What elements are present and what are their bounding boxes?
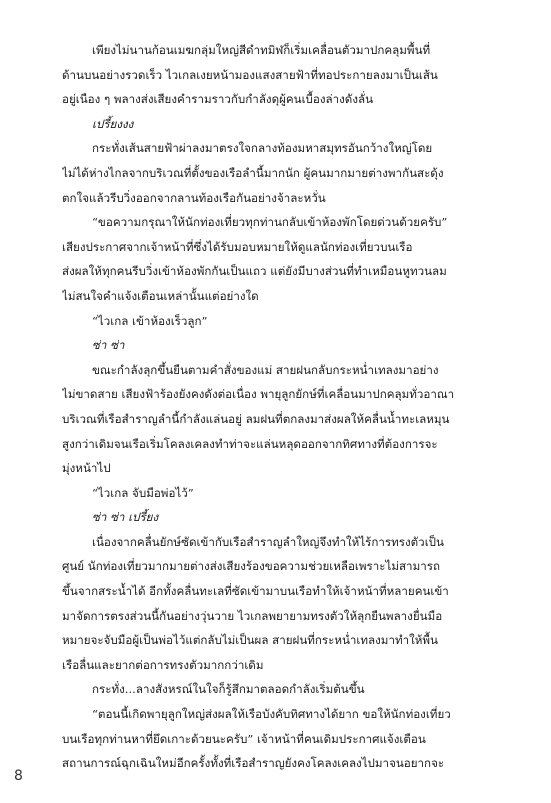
text-line: “ไวเกล เข้าห้องเร็วลูก” <box>92 313 208 328</box>
text-line: ไม่ได้ห่างไกลจากบริเวณที่ตั้งของเรือลำนี้มากนัก ผู้คนมากมายต่างพากันสะดุ้ง <box>62 165 444 180</box>
text-line: “ไวเกล จับมือพ่อไว้” <box>92 485 194 500</box>
text-line: บริเวณที่เรือสำราญลำนี้กำลังแล่นอยู่ ลมฝนที่ตกลงมาส่งผลให้คลื่นน้ำทะเลหมุน <box>62 411 450 426</box>
text-line: เปรี้ยงงง <box>92 116 134 131</box>
text-line: สถานการณ์ฉุกเฉินใหม่อีกครั้งทั้งที่เรือสำราญยังคงโคลงเคลงไปมาจนอยากจะ <box>62 756 445 771</box>
text-line: ด้านบนอย่างรวดเร็ว ไวเกลเงยหน้ามองแสงสายฟ้าที่ทอประกายลงมาเป็นเส้น <box>62 67 438 82</box>
text-line: “ขอความกรุณาให้นักท่องเที่ยวทุกท่านกลับเข้าห้องพักโดยด่วนด้วยครับ” <box>92 215 448 230</box>
text-line: สูงกว่าเดิมจนเรือเริ่มโคลงเคลงทำท่าจะแล่นหลุดออกจากทิศทางที่ต้องการจะ <box>62 436 438 451</box>
page-number: 8 <box>14 768 23 784</box>
text-line: ตกใจแล้วรีบวิ่งออกจากลานท้องเรือกันอย่างจ้าละหวั่น <box>62 190 326 205</box>
text-line: กระทั่ง...ลางสังหรณ์ในใจก็รู้สึกมาตลอดกำลังเริ่มต้นขึ้น <box>92 682 365 697</box>
text-line: ซ่า ซ่า <box>92 338 125 353</box>
text-line: หมายจะจับมือผู้เป็นพ่อไว้แต่กลับไม่เป็นผล สายฝนที่กระหน่ำเทลงมาทำให้พื้น <box>62 633 438 648</box>
text-line: เรือลื่นและยากต่อการทรงตัวมากกว่าเดิม <box>62 657 264 672</box>
text-line: เพียงไม่นานก้อนเมฆกลุ่มใหญ่สีดำทมิฬก็เริ่มเคลื่อนตัวมาปกคลุมพื้นที่ <box>92 43 431 57</box>
text-line: “ตอนนี้เกิดพายุลูกใหญ่ส่งผลให้เรือบังคับทิศทางได้ยาก ขอให้นักท่องเที่ยว <box>92 707 451 722</box>
text-line: เนื่องจากคลื่นยักษ์ซัดเข้ากับเรือสำราญลำใหญ่จึงทำให้ไร้การทรงตัวเป็น <box>92 534 444 549</box>
text-line: ศูนย์ นักท่องเที่ยวมากมายต่างส่งเสียงร้องขอความช่วยเหลือเพราะไม่สามารถ <box>62 559 440 574</box>
text-line: ขึ้นจากสระน้ำได้ อีกทั้งคลื่นทะเลที่ซัดเข้ามาบนเรือทำให้เจ้าหน้าที่หลายคนเข้า <box>62 584 449 599</box>
text-line: ส่งผลให้ทุกคนรีบวิ่งเข้าห้องพักกันเป็นแถว แต่ยังมีบางส่วนที่ทำเหมือนหูทวนลม <box>62 264 447 279</box>
text-line: มุ่งหน้าไป <box>62 461 111 476</box>
text-line: อยู่เนือง ๆ พลางส่งเสียงคำรามราวกับกำลังดุผู้คนเบื้องล่างดังลั่น <box>62 92 374 107</box>
text-line: เสียงประกาศจากเจ้าหน้าที่ซึ่งได้รับมอบหมายให้ดูแลนักท่องเที่ยวบนเรือ <box>62 239 413 254</box>
text-line: ขณะกำลังลุกขึ้นยืนตามคำสั่งของแม่ สายฝนกลับกระหน่ำเทลงมาอย่าง <box>92 362 439 377</box>
text-line: มาจัดการตรงส่วนนี้กันอย่างวุ่นวาย ไวเกลพยายามทรงตัวให้ลุกยืนพลางยื่นมือ <box>62 608 443 623</box>
text-line: ไม่สนใจคำแจ้งเตือนเหล่านั้นแต่อย่างใด <box>62 288 259 303</box>
page-body <box>62 38 492 776</box>
text-line: กระทั่งเส้นสายฟ้าผ่าลงมาตรงใจกลางท้องมหาสมุทรอันกว้างใหญ่โดย <box>92 141 433 156</box>
text-line: ไม่ขาดสาย เสียงฟ้าร้องยังคงดังต่อเนื่อง พายุลูกยักษ์ที่เคลื่อนมาปกคลุมทั่วอาณา <box>62 387 455 402</box>
text-line: ซ่า ซ่า เปรี้ยง <box>92 510 159 525</box>
text-line: บนเรือทุกท่านหาที่ยึดเกาะด้วยนะครับ” เจ้าหน้าที่คนเดิมประกาศแจ้งเตือน <box>62 731 426 746</box>
